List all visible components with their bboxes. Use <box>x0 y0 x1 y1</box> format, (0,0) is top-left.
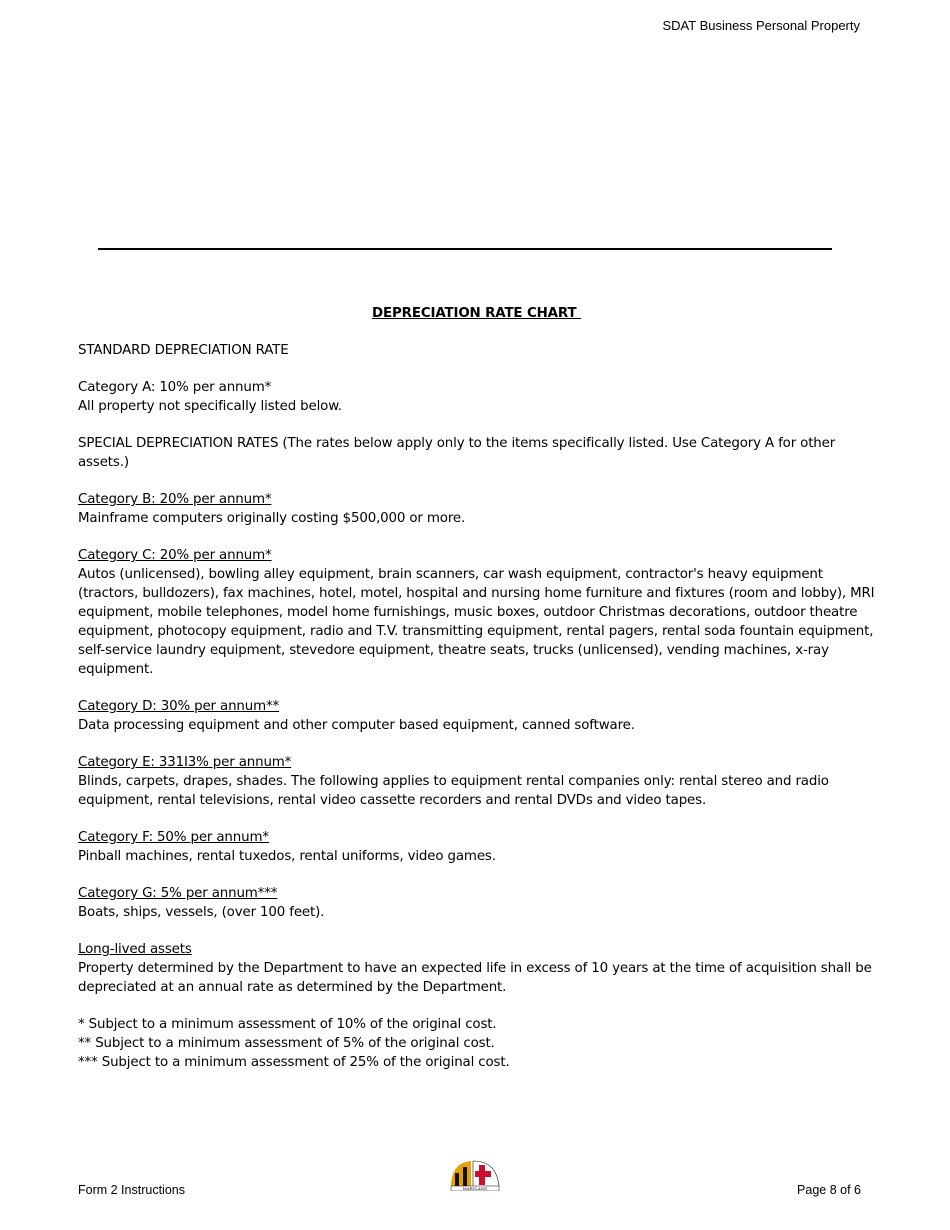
footer-page-number: Page 8 of 6 <box>797 1183 861 1197</box>
footnote-1: * Subject to a minimum assessment of 10% of the original cost. <box>78 1017 497 1032</box>
footer-form-name: Form 2 Instructions <box>78 1183 185 1197</box>
category-f-text: Pinball machines, rental tuxedos, rental uniforms, video games. <box>78 849 496 864</box>
page-title: DEPRECIATION RATE CHART <box>372 306 581 321</box>
long-lived-heading: Long-lived assets <box>78 942 192 957</box>
category-d-text: Data processing equipment and other computer based equipment, canned software. <box>78 718 635 733</box>
footnote-3: *** Subject to a minimum assessment of 25% of the original cost. <box>78 1055 510 1070</box>
category-a-heading: Category A: 10% per annum* <box>78 380 272 395</box>
category-d-heading: Category D: 30% per annum** <box>78 699 280 714</box>
category-g-heading: Category G: 5% per annum*** <box>78 886 278 901</box>
category-f-heading: Category F: 50% per annum* <box>78 830 269 845</box>
category-b-text: Mainframe computers originally costing $500,000 or more. <box>78 511 466 526</box>
category-b-heading: Category B: 20% per annum* <box>78 492 272 507</box>
standard-heading: STANDARD DEPRECIATION RATE <box>78 343 289 358</box>
category-e-heading: Category E: 331I3% per annum* <box>78 755 292 770</box>
category-c-text: Autos (unlicensed), bowling alley equipment, brain scanners, car wash equipment, contractor's heavy equipment (tractors, bulldozers), fax machines, hotel, motel, hospital and nursing home furniture and fixtures (room and lobby), MRI equipment, mobile telephones, model home furnishings, music boxes, outdoor Christmas decorations, outdoor theatre equipment, photocopy equipment, radio and T.V. transmitting equipment, rental pagers, rental soda fountain equipment, self-service laundry equipment, stevedore equipment, theatre seats, trucks (unlicensed), vending machines, x-ray equipment. <box>78 567 875 677</box>
category-e-text: Blinds, carpets, drapes, shades. The following applies to equipment rental companies only: rental stereo and radio equipment, rental televisions, rental video cassette recorders and rental DVDs and video tapes. <box>78 774 829 808</box>
header-title: SDAT Business Personal Property <box>662 18 860 33</box>
document-body <box>78 304 878 1072</box>
maryland-seal-icon <box>449 1157 501 1191</box>
special-heading: SPECIAL DEPRECIATION RATES (The rates below apply only to the items specifically listed. Use Category A for other assets.) <box>78 436 836 470</box>
seal-label: MARYLAND <box>462 1186 488 1191</box>
horizontal-rule <box>98 248 832 250</box>
category-g-text: Boats, ships, vessels, (over 100 feet). <box>78 905 325 920</box>
footnote-2: ** Subject to a minimum assessment of 5% of the original cost. <box>78 1036 495 1051</box>
long-lived-text: Property determined by the Department to have an expected life in excess of 10 years at the time of acquisition shall be depreciated at an annual rate as determined by the Department. <box>78 961 872 995</box>
category-c-heading: Category C: 20% per annum* <box>78 548 272 563</box>
category-a-text: All property not specifically listed below. <box>78 399 342 414</box>
